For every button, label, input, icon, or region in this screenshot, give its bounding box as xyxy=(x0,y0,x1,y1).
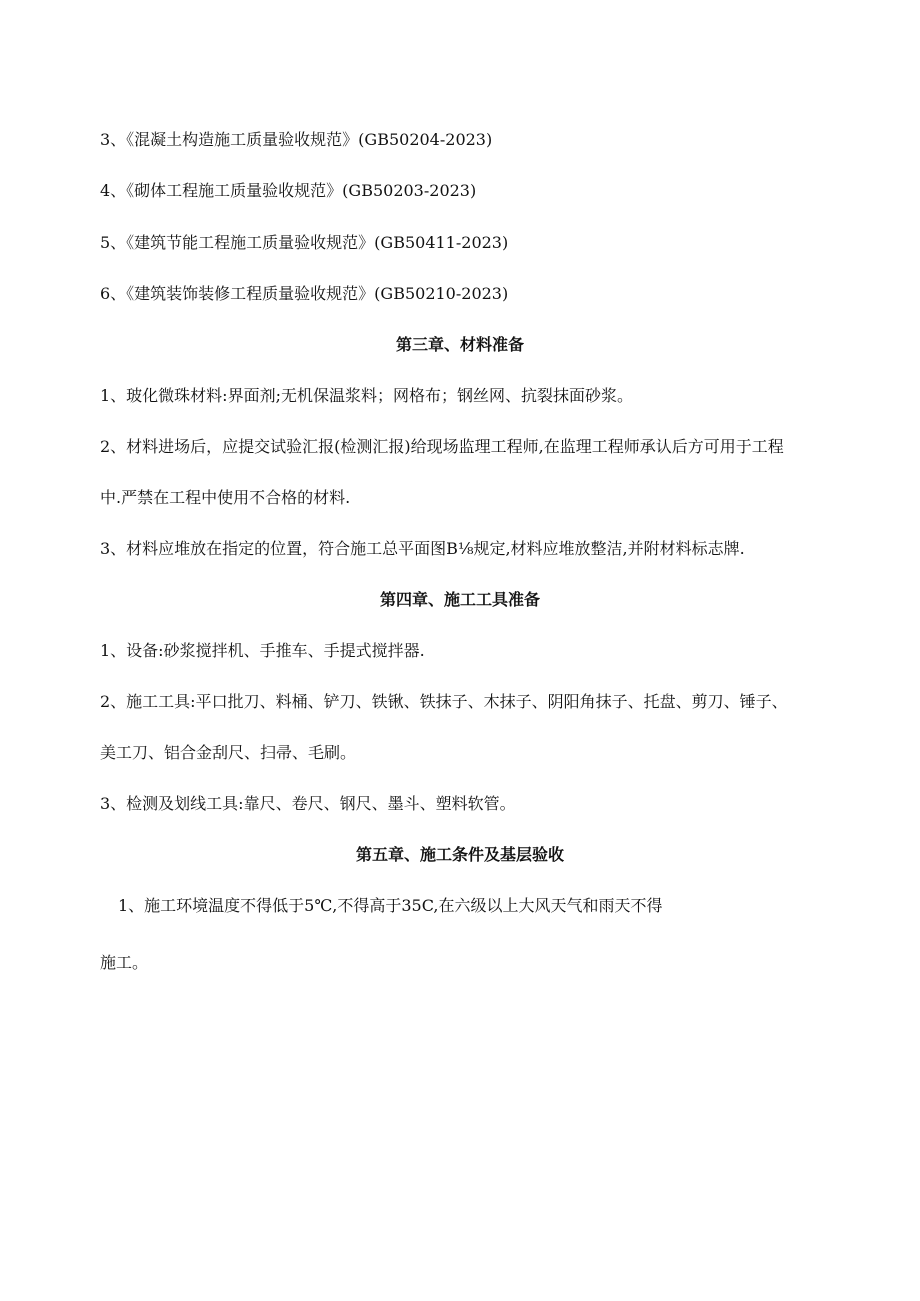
chapter3-paragraph-3: 3、材料应堆放在指定的位置，符合施工总平面图B⅛规定,材料应堆放整洁,并附材料标志牌. xyxy=(100,539,745,558)
chapter4-paragraph-2-line-2: 美工刀、铝合金刮尺、扫帚、毛刷。 xyxy=(100,743,357,762)
standard-item-3: 3、《混凝土构造施工质量验收规范》(GB50204-2023) xyxy=(100,130,493,149)
chapter4-heading: 第四章、施工工具准备 xyxy=(379,590,540,609)
chapter3-paragraph-2-line-2: 中.严禁在工程中使用不合格的材料. xyxy=(100,488,351,507)
chapter4-paragraph-3: 3、检测及划线工具:靠尺、卷尺、钢尺、墨斗、塑料软管。 xyxy=(100,794,516,813)
chapter3-paragraph-2-line-1: 2、材料进场后，应提交试验汇报(检测汇报)给现场监理工程师,在监理工程师承认后方可用于工程 xyxy=(100,437,784,456)
standard-item-4: 4、《砌体工程施工质量验收规范》(GB50203-2023) xyxy=(100,181,477,200)
standard-item-6: 6、《建筑装饰装修工程质量验收规范》(GB50210-2023) xyxy=(100,284,509,303)
chapter5-paragraph-1-line-2: 施工。 xyxy=(100,953,149,972)
chapter3-paragraph-1: 1、玻化微珠材料:界面剂;无机保温浆料；网格布；钢丝网、抗裂抹面砂浆。 xyxy=(100,386,633,405)
chapter4-paragraph-2-line-1: 2、施工工具:平口批刀、料桶、铲刀、铁锹、铁抹子、木抹子、阴阳角抹子、托盘、剪刀、锤子、 xyxy=(100,692,788,711)
chapter4-paragraph-1: 1、设备:砂浆搅拌机、手推车、手提式搅拌器. xyxy=(100,641,425,660)
chapter5-heading: 第五章、施工条件及基层验收 xyxy=(355,845,564,864)
standard-item-5: 5、《建筑节能工程施工质量验收规范》(GB50411-2023) xyxy=(100,233,509,252)
chapter5-paragraph-1-line-1: 1、施工环境温度不得低于5℃,不得高于35C,在六级以上大风天气和雨天不得 xyxy=(118,896,663,915)
chapter3-heading: 第三章、材料准备 xyxy=(395,335,524,354)
